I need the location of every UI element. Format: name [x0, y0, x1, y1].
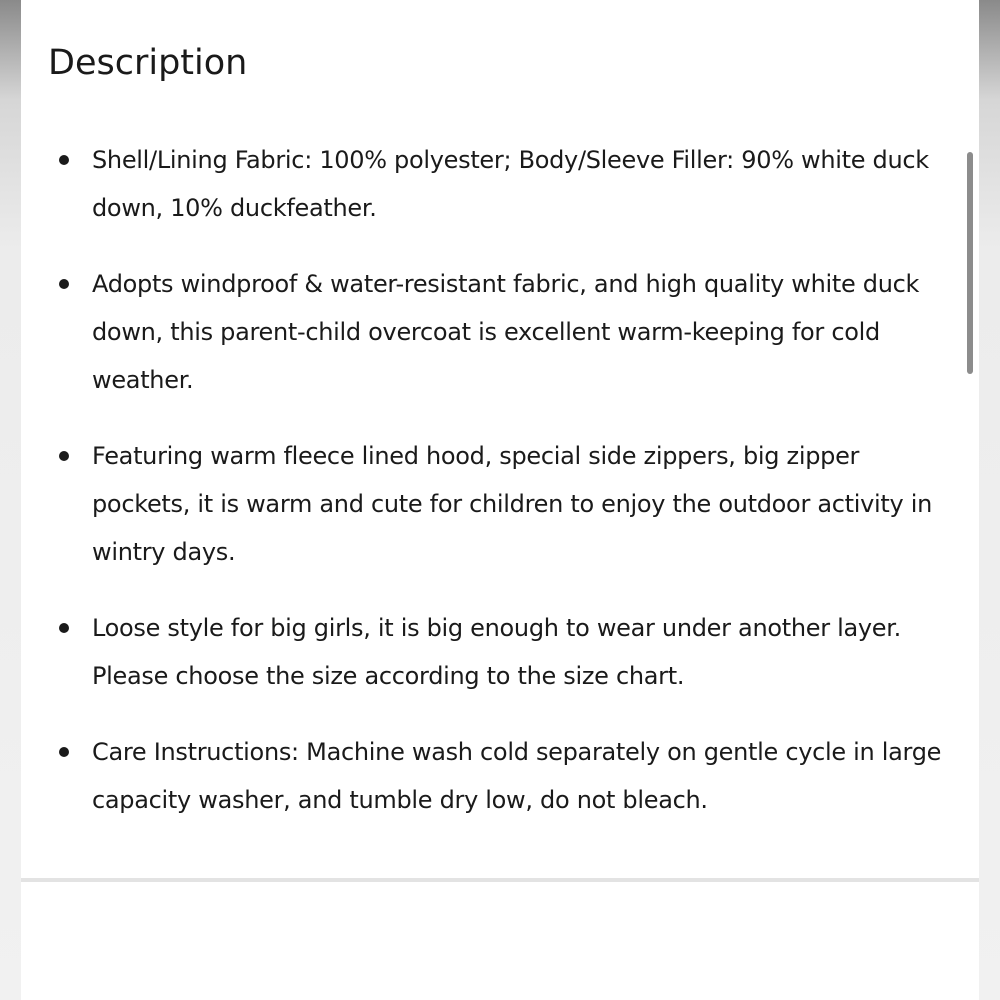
bullet-icon	[59, 451, 69, 461]
bullet-icon	[59, 155, 69, 165]
left-edge-shadow	[0, 0, 21, 1000]
list-item	[21, 260, 951, 404]
list-item-text: Shell/Lining Fabric: 100% polyester; Body/Sleeve Filler: 90% white duck down, 10% duckfeather.	[92, 146, 929, 222]
scrollbar-thumb[interactable]	[967, 152, 973, 374]
list-item	[21, 728, 951, 824]
description-list	[21, 136, 951, 852]
list-item	[21, 432, 951, 576]
bullet-icon	[59, 623, 69, 633]
list-item-text: Loose style for big girls, it is big enough to wear under another layer. Please choose the size according to the size chart.	[92, 614, 901, 690]
bullet-icon	[59, 279, 69, 289]
list-item-text: Featuring warm fleece lined hood, special side zippers, big zipper pockets, it is warm and cute for children to enjoy the outdoor activity in wintry days.	[92, 442, 933, 566]
bullet-icon	[59, 747, 69, 757]
section-divider	[21, 878, 980, 882]
right-edge-shadow	[979, 0, 1000, 1000]
description-panel	[21, 0, 980, 1000]
list-item	[21, 136, 951, 232]
list-item-text: Adopts windproof & water-resistant fabric, and high quality white duck down, this parent-child overcoat is excellent warm-keeping for cold weather.	[92, 270, 920, 394]
list-item-text: Care Instructions: Machine wash cold separately on gentle cycle in large capacity washer, and tumble dry low, do not bleach.	[92, 738, 942, 814]
list-item	[21, 604, 951, 700]
section-title: Description	[48, 43, 248, 83]
